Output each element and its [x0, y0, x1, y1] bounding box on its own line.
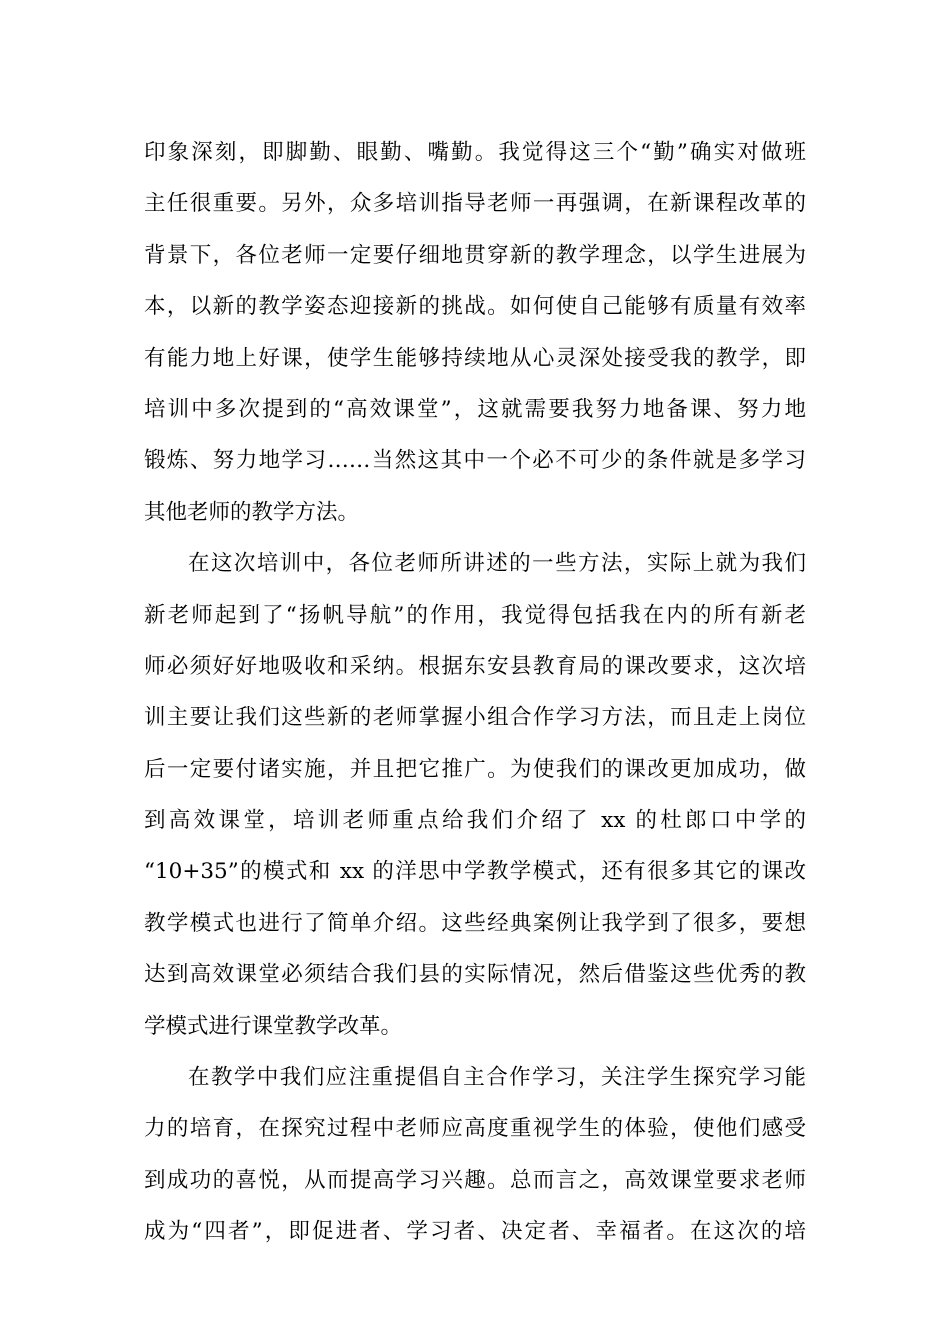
paragraph-3: [144, 1052, 806, 1258]
text-line: 到成功的喜悦，从而提高学习兴趣。总而言之，高效课堂要求老师: [144, 1167, 806, 1193]
document-body: [144, 127, 806, 1258]
text-line: 印象深刻，即脚勤、眼勤、嘴勤。我觉得这三个“勤”确实对做班: [144, 140, 806, 165]
text-line: 有能力地上好课，使学生能够持续地从心灵深处接受我的教学，即: [144, 345, 806, 371]
text-line: 成为“四者”，即促进者、学习者、决定者、幸福者。在这次的培: [144, 1219, 806, 1245]
paragraph-2: [144, 538, 806, 1052]
text-line: 达到高效课堂必须结合我们县的实际情况，然后借鉴这些优秀的教: [144, 962, 806, 988]
text-line: 教学模式也进行了简单介绍。这些经典案例让我学到了很多，要想: [144, 910, 806, 936]
text-line: 主任很重要。另外，众多培训指导老师一再强调，在新课程改革的: [144, 191, 806, 217]
text-line: 训主要让我们这些新的老师掌握小组合作学习方法，而且走上岗位: [144, 705, 806, 731]
text-line: 力的培育，在探究过程中老师应高度重视学生的体验，使他们感受: [144, 1116, 806, 1142]
text-line: 学模式进行课堂教学改革。: [144, 1013, 403, 1039]
text-line: 本，以新的教学姿态迎接新的挑战。如何使自己能够有质量有效率: [144, 294, 806, 320]
text-line: 其他老师的教学方法。: [144, 499, 360, 525]
text-line: 到高效课堂，培训老师重点给我们介绍了 xx 的杜郎口中学的: [144, 808, 806, 834]
text-line: 后一定要付诸实施，并且把它推广。为使我们的课改更加成功，做: [144, 756, 806, 782]
paragraph-1: [144, 127, 806, 538]
text-line: 在这次培训中，各位老师所讲述的一些方法，实际上就为我们: [188, 551, 806, 577]
text-line: 师必须好好地吸收和采纳。根据东安县教育局的课改要求，这次培: [144, 653, 806, 679]
text-line: 在教学中我们应注重提倡自主合作学习，关注学生探究学习能: [188, 1065, 806, 1091]
text-line: 新老师起到了“扬帆导航”的作用，我觉得包括我在内的所有新老: [144, 602, 806, 628]
text-line: 培训中多次提到的“高效课堂”，这就需要我努力地备课、努力地: [144, 396, 806, 422]
text-line: 背景下，各位老师一定要仔细地贯穿新的教学理念，以学生进展为: [144, 242, 806, 268]
text-line: “10+35”的模式和 xx 的洋思中学教学模式，还有很多其它的课改: [144, 859, 806, 885]
text-line: 锻炼、努力地学习……当然这其中一个必不可少的条件就是多学习: [144, 448, 806, 474]
